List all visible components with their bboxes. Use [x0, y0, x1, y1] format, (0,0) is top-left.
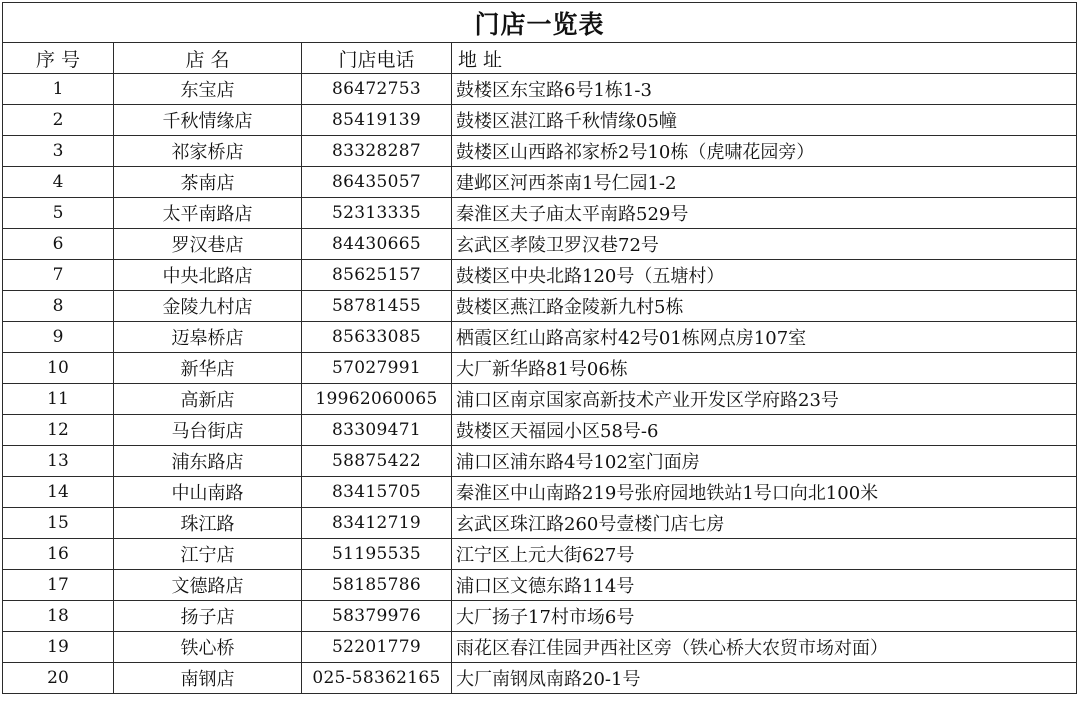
cell-store-name: 金陵九村店 [114, 291, 302, 322]
cell-store-name: 中山南路 [114, 477, 302, 508]
cell-phone: 83309471 [302, 415, 452, 446]
cell-address: 大厂扬子17村市场6号 [452, 601, 1077, 632]
table-row [3, 508, 1077, 539]
cell-address: 江宁区上元大街627号 [452, 539, 1077, 570]
cell-phone: 83328287 [302, 136, 452, 167]
cell-index: 17 [3, 570, 114, 601]
cell-store-name: 文德路店 [114, 570, 302, 601]
table-row [3, 136, 1077, 167]
cell-store-name: 茶南店 [114, 167, 302, 198]
cell-phone: 58781455 [302, 291, 452, 322]
table-row [3, 322, 1077, 353]
header-index: 序 号 [3, 43, 114, 74]
cell-index: 18 [3, 601, 114, 632]
cell-store-name: 浦东路店 [114, 446, 302, 477]
cell-index: 3 [3, 136, 114, 167]
cell-phone: 86435057 [302, 167, 452, 198]
cell-phone: 83412719 [302, 508, 452, 539]
cell-store-name: 太平南路店 [114, 198, 302, 229]
cell-address: 大厂新华路81号06栋 [452, 353, 1077, 384]
cell-index: 20 [3, 663, 114, 694]
table-row [3, 570, 1077, 601]
cell-address: 浦口区文德东路114号 [452, 570, 1077, 601]
cell-address: 玄武区珠江路260号壹楼门店七房 [452, 508, 1077, 539]
cell-store-name: 高新店 [114, 384, 302, 415]
table-row [3, 477, 1077, 508]
cell-address: 浦口区南京国家高新技术产业开发区学府路23号 [452, 384, 1077, 415]
cell-store-name: 马台街店 [114, 415, 302, 446]
cell-store-name: 扬子店 [114, 601, 302, 632]
cell-address: 玄武区孝陵卫罗汉巷72号 [452, 229, 1077, 260]
cell-store-name: 祁家桥店 [114, 136, 302, 167]
table-row [3, 384, 1077, 415]
table-row [3, 105, 1077, 136]
table-row [3, 415, 1077, 446]
cell-address: 秦淮区夫子庙太平南路529号 [452, 198, 1077, 229]
cell-phone: 51195535 [302, 539, 452, 570]
cell-index: 10 [3, 353, 114, 384]
header-row [3, 43, 1077, 74]
cell-phone: 85633085 [302, 322, 452, 353]
cell-phone: 84430665 [302, 229, 452, 260]
cell-index: 2 [3, 105, 114, 136]
table-row [3, 353, 1077, 384]
store-rows [3, 74, 1077, 694]
cell-store-name: 东宝店 [114, 74, 302, 105]
cell-address: 建邺区河西茶南1号仁园1-2 [452, 167, 1077, 198]
header-address: 地 址 [452, 43, 1077, 74]
table-row [3, 601, 1077, 632]
cell-store-name: 中央北路店 [114, 260, 302, 291]
cell-index: 5 [3, 198, 114, 229]
cell-address: 鼓楼区山西路祁家桥2号10栋（虎啸花园旁） [452, 136, 1077, 167]
cell-phone: 19962060065 [302, 384, 452, 415]
cell-index: 1 [3, 74, 114, 105]
table-row [3, 663, 1077, 694]
cell-address: 秦淮区中山南路219号张府园地铁站1号口向北100米 [452, 477, 1077, 508]
cell-index: 4 [3, 167, 114, 198]
cell-address: 鼓楼区湛江路千秋情缘05幢 [452, 105, 1077, 136]
cell-address: 鼓楼区东宝路6号1栋1-3 [452, 74, 1077, 105]
cell-phone: 58185786 [302, 570, 452, 601]
cell-index: 15 [3, 508, 114, 539]
table-row [3, 229, 1077, 260]
cell-phone: 85625157 [302, 260, 452, 291]
cell-index: 12 [3, 415, 114, 446]
cell-phone: 58379976 [302, 601, 452, 632]
table-row [3, 198, 1077, 229]
cell-phone: 57027991 [302, 353, 452, 384]
cell-address: 栖霞区红山路高家村42号01栋网点房107室 [452, 322, 1077, 353]
cell-index: 9 [3, 322, 114, 353]
table-title: 门店一览表 [3, 3, 1077, 43]
cell-store-name: 珠江路 [114, 508, 302, 539]
table-row [3, 446, 1077, 477]
cell-phone: 52201779 [302, 632, 452, 663]
cell-phone: 025-58362165 [302, 663, 452, 694]
cell-index: 13 [3, 446, 114, 477]
cell-index: 8 [3, 291, 114, 322]
cell-index: 16 [3, 539, 114, 570]
cell-index: 14 [3, 477, 114, 508]
cell-index: 6 [3, 229, 114, 260]
cell-store-name: 江宁店 [114, 539, 302, 570]
cell-store-name: 迈皋桥店 [114, 322, 302, 353]
title-row [3, 3, 1077, 43]
header-store-name: 店 名 [114, 43, 302, 74]
table-row [3, 539, 1077, 570]
cell-phone: 58875422 [302, 446, 452, 477]
cell-phone: 85419139 [302, 105, 452, 136]
cell-index: 7 [3, 260, 114, 291]
cell-address: 鼓楼区燕江路金陵新九村5栋 [452, 291, 1077, 322]
cell-address: 雨花区春江佳园尹西社区旁（铁心桥大农贸市场对面） [452, 632, 1077, 663]
cell-address: 大厂南钢凤南路20-1号 [452, 663, 1077, 694]
table-row [3, 74, 1077, 105]
cell-address: 鼓楼区中央北路120号（五塘村） [452, 260, 1077, 291]
cell-phone: 86472753 [302, 74, 452, 105]
cell-store-name: 千秋情缘店 [114, 105, 302, 136]
cell-store-name: 新华店 [114, 353, 302, 384]
table-row [3, 632, 1077, 663]
cell-store-name: 南钢店 [114, 663, 302, 694]
cell-address: 浦口区浦东路4号102室门面房 [452, 446, 1077, 477]
cell-phone: 83415705 [302, 477, 452, 508]
cell-index: 19 [3, 632, 114, 663]
cell-store-name: 铁心桥 [114, 632, 302, 663]
store-list-table [2, 2, 1077, 694]
cell-store-name: 罗汉巷店 [114, 229, 302, 260]
table-row [3, 291, 1077, 322]
table-row [3, 167, 1077, 198]
table-row [3, 260, 1077, 291]
cell-phone: 52313335 [302, 198, 452, 229]
header-phone: 门店电话 [302, 43, 452, 74]
cell-address: 鼓楼区天福园小区58号-6 [452, 415, 1077, 446]
cell-index: 11 [3, 384, 114, 415]
